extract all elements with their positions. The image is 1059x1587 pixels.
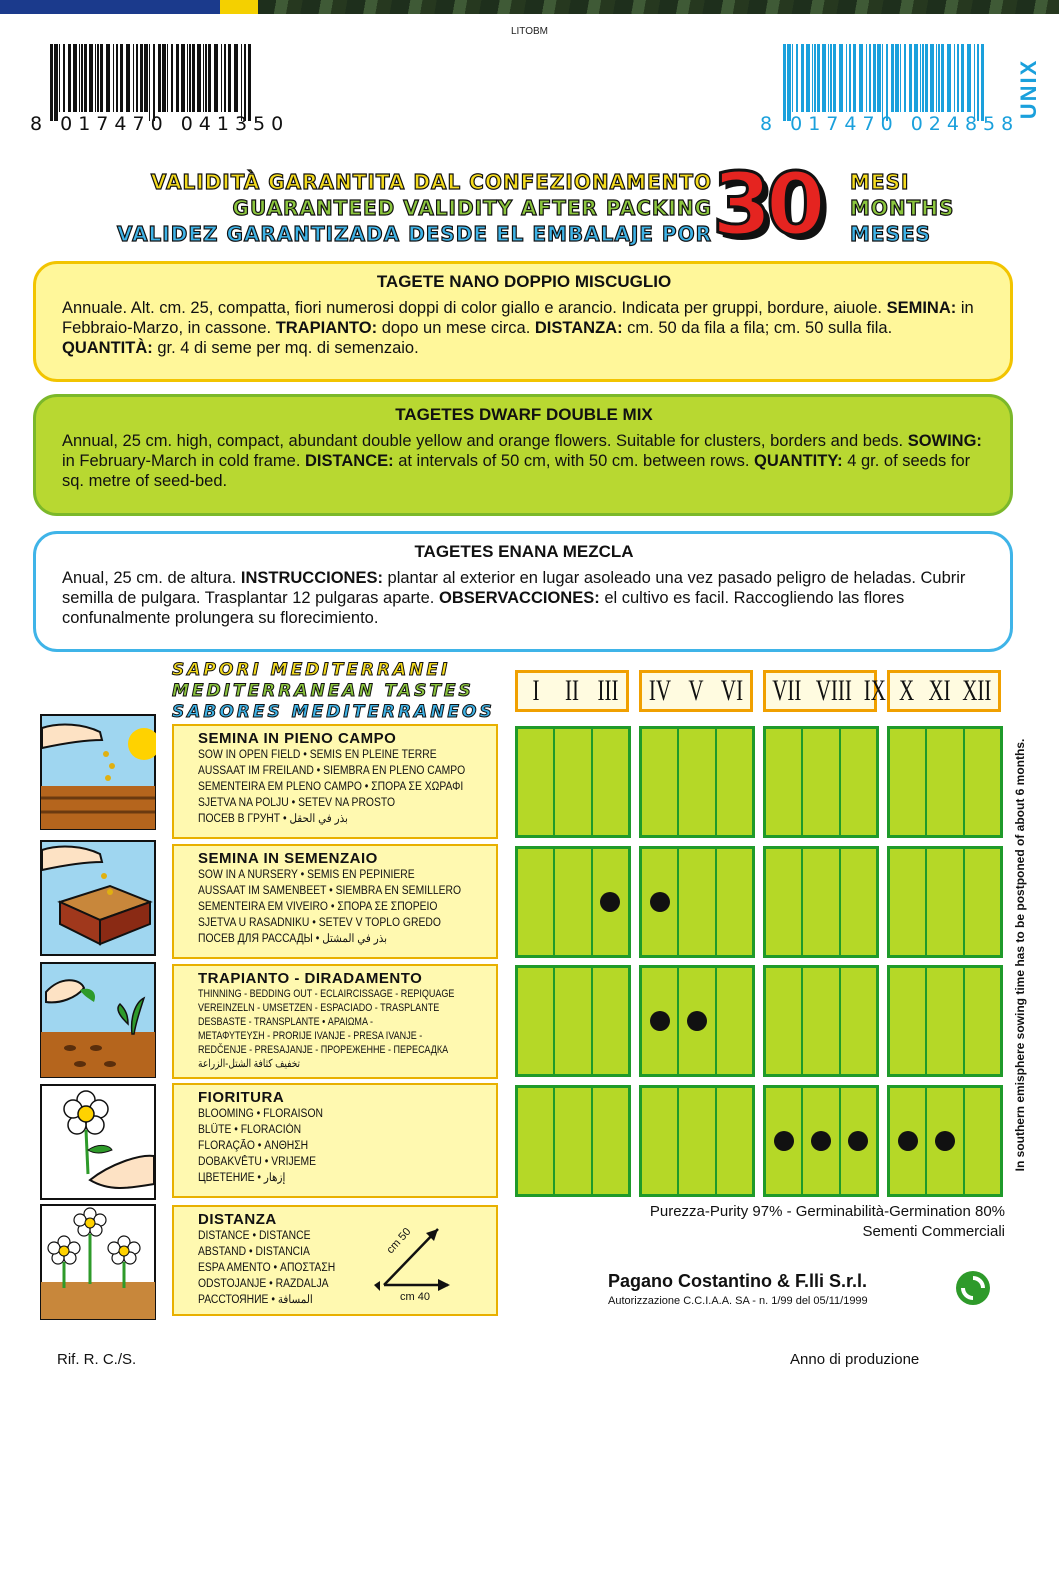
- calendar-quarter: [639, 846, 755, 958]
- distance-row-spacing: cm 50: [384, 1225, 414, 1257]
- row-translation: FLORAÇÃO • ΑΝΘΗΣΗ: [198, 1140, 309, 1152]
- keyword: TRAPIANTO:: [275, 319, 378, 337]
- month-cell-VII: [766, 968, 803, 1074]
- month-cell-VI: [717, 849, 752, 955]
- keyword: SOWING:: [907, 432, 982, 450]
- barcode-bar: [869, 44, 871, 112]
- barcode-bar: [796, 44, 798, 112]
- barcode-bar: [187, 44, 188, 112]
- barcode-bar: [866, 44, 867, 112]
- month-label: IV: [648, 674, 672, 707]
- barcode-bar: [961, 44, 964, 112]
- barcode-bar: [120, 44, 123, 112]
- calendar-quarter: [639, 1085, 755, 1197]
- barcode-bar: [205, 44, 207, 112]
- calendar-quarter: [887, 726, 1003, 838]
- row-translation: SJETVA U RASADNIKU • SETEV V TOPLO GREDO: [198, 917, 441, 929]
- barcode-bar: [63, 44, 65, 112]
- validity-unit-it: MESI: [850, 170, 910, 194]
- barcode-bar: [133, 44, 134, 112]
- month-cell-V: [679, 1088, 716, 1194]
- month-cell-I: [518, 1088, 555, 1194]
- row-label-sow-nursery: [172, 844, 498, 959]
- row-translation: DESBASTE - TRANSPLANTE • ΑΡΑΙΩΜΑ -: [198, 1016, 373, 1028]
- barcode-bar: [140, 44, 143, 112]
- barcode-bar: [930, 44, 934, 112]
- month-label: VIII: [815, 674, 852, 707]
- month-cell-XI: [927, 1088, 964, 1194]
- row-translation: ЦВЕТЕНИЕ • إزهار: [198, 1172, 286, 1184]
- text-run: Annual, 25 cm. high, compact, abundant double yellow and orange flowers. Suitable for clusters, borders and beds.: [62, 432, 908, 450]
- row-translation: تخفيف كثافة الشتل-الزراعة: [198, 1058, 301, 1070]
- month-cell-I: [518, 729, 555, 835]
- month-cell-IV: [642, 968, 679, 1074]
- months-q1: [515, 670, 629, 712]
- month-label: IX: [864, 674, 887, 707]
- activity-dot: [650, 892, 670, 912]
- month-cell-III: [593, 729, 628, 835]
- validity-line-en: GUARANTEED VALIDITY AFTER PACKING: [232, 196, 712, 220]
- keyword: DISTANCE:: [305, 452, 394, 470]
- row-translation: VEREINZELN - UMSETZEN - ESPACIADO - TRASPLANTE: [198, 1002, 440, 1014]
- keyword: QUANTITÀ:: [62, 339, 153, 357]
- row-translation: AUSSAAT IM SAMENBEET • SIEMBRA EN SEMILLERO: [198, 885, 462, 897]
- company-name: Pagano Costantino & F.lli S.r.l.: [608, 1271, 868, 1291]
- barcode-bar: [162, 44, 166, 112]
- production-year-label: Anno di produzione: [790, 1351, 920, 1368]
- barcode-bar: [203, 44, 204, 112]
- barcode-bar: [877, 44, 881, 112]
- text-run: cm. 50 da fila a fila; cm. 50 sulla fila.: [622, 319, 893, 337]
- month-cell-X: [890, 968, 927, 1074]
- barcode-bar: [73, 44, 77, 112]
- barcode-bar: [54, 44, 58, 121]
- foliage-strip: [258, 0, 1059, 14]
- barcode-bar: [79, 44, 80, 112]
- months-q2: [639, 670, 753, 712]
- barcode-bar: [81, 44, 83, 112]
- barcode-bar: [947, 44, 951, 112]
- calendar-quarter: [887, 846, 1003, 958]
- calendar-quarter: [763, 846, 879, 958]
- barcode-bar: [248, 44, 251, 121]
- barcode-bar: [221, 44, 222, 112]
- month-cell-XII: [965, 1088, 1000, 1194]
- month-cell-I: [518, 968, 555, 1074]
- activity-dot: [650, 1011, 670, 1031]
- transplant-seedling-icon: [40, 962, 156, 1078]
- daisies-spacing-icon: [40, 1204, 156, 1320]
- calendar-quarter: [763, 1085, 879, 1197]
- activity-dot: [774, 1131, 794, 1151]
- month-cell-II: [555, 849, 592, 955]
- calendar-quarter: [515, 1085, 631, 1197]
- barcode-bar: [812, 44, 813, 112]
- barcode-bar: [895, 44, 899, 112]
- barcode-bar: [974, 44, 975, 121]
- row-title: SEMINA IN SEMENZAIO: [198, 850, 378, 867]
- month-cell-IX: [841, 968, 876, 1074]
- authorization-text: Autorizzazione C.C.I.A.A. SA - n. 1/99 del 05/11/1999: [608, 1295, 868, 1307]
- commercial-seeds: Sementi Commerciali: [862, 1223, 1005, 1240]
- month-cell-VIII: [803, 968, 840, 1074]
- calendar-quarter: [515, 726, 631, 838]
- reference-code: Rif. R. C./S.: [57, 1351, 137, 1368]
- row-translation: THINNING - BEDDING OUT - ECLAIRCISSAGE - REPIQUAGE: [198, 988, 455, 1000]
- month-cell-XI: [927, 968, 964, 1074]
- spanish-title: TAGETES ENANA MEZCLA: [414, 542, 634, 561]
- month-label: III: [597, 674, 619, 707]
- barcode-bar: [828, 44, 829, 112]
- row-translation: ПОСЕВ В ГРУНТ • بذر في الحقل: [198, 813, 348, 825]
- month-cell-XII: [965, 729, 1000, 835]
- month-label: II: [565, 674, 579, 707]
- barcode-bar: [882, 44, 883, 121]
- month-label: XII: [962, 674, 992, 707]
- calendar-quarter: [515, 965, 631, 1077]
- row-translation: SEMENTEIRA EM VIVEIRO • ΣΠΟΡΑ ΣΕ ΣΠΟΡΕΙΟ: [198, 901, 438, 913]
- calendar-quarter: [887, 1085, 1003, 1197]
- month-cell-VIII: [803, 849, 840, 955]
- barcode-bar: [920, 44, 921, 112]
- barcode-right: [783, 44, 988, 121]
- text-run: plantar al exterior en lugar asoleado una vez pasado peligro de heladas. Cubrir semilla de pulgara. Trasplantar 12 pulgaras aparte.: [62, 569, 966, 607]
- barcode-bar: [830, 44, 832, 112]
- barcode-bar: [158, 44, 161, 112]
- barcode-bar: [192, 44, 195, 112]
- row-label-blooming: [172, 1083, 498, 1198]
- month-cell-II: [555, 1088, 592, 1194]
- barcode-bar: [936, 44, 937, 112]
- text-run: gr. 4 di seme per mq. di semenzaio.: [152, 339, 419, 357]
- month-cell-III: [593, 1088, 628, 1194]
- barcode-bar: [886, 44, 888, 121]
- barcode-bar: [954, 44, 955, 112]
- brand-logo: [1014, 44, 1042, 134]
- month-cell-XI: [927, 849, 964, 955]
- barcode-bar: [224, 44, 226, 112]
- month-cell-II: [555, 968, 592, 1074]
- month-cell-IX: [841, 849, 876, 955]
- month-cell-X: [890, 729, 927, 835]
- flag-blue-band: [0, 0, 220, 14]
- month-label: V: [688, 674, 704, 707]
- text-run: in February-March in cold frame.: [62, 452, 305, 470]
- row-translation: AUSSAAT IM FREILAND • SIEMBRA EN PLENO CAMPO: [198, 765, 466, 777]
- top-photo-strip: [0, 0, 1059, 14]
- row-title: SEMINA IN PIENO CAMPO: [198, 730, 397, 747]
- barcode-bar: [144, 44, 148, 112]
- barcode-left-number: 8 017470 041350: [30, 113, 290, 135]
- barcode-bar: [792, 44, 793, 112]
- row-translation: ODSTOJANJE • RAZDALJA: [198, 1278, 329, 1290]
- barcode-bar: [68, 44, 71, 112]
- barcode-bar: [977, 44, 979, 121]
- barcode-bar: [873, 44, 876, 112]
- barcode-bar: [833, 44, 836, 112]
- barcode-bar: [925, 44, 928, 112]
- barcode-bar: [100, 44, 103, 112]
- activity-dot: [811, 1131, 831, 1151]
- row-translation: SOW IN OPEN FIELD • SEMIS EN PLEINE TERRE: [198, 749, 437, 761]
- calendar-quarter: [639, 965, 755, 1077]
- barcode-left: [50, 44, 255, 121]
- italian-title: TAGETE NANO DOPPIO MISCUGLIO: [376, 272, 672, 291]
- month-cell-I: [518, 849, 555, 955]
- calendar-quarter: [639, 726, 755, 838]
- month-cell-IX: [841, 729, 876, 835]
- barcode-bar: [822, 44, 826, 112]
- southern-hemisphere-note: [1005, 720, 1035, 1190]
- month-label: XI: [928, 674, 951, 707]
- row-label-sow-open-field: [172, 724, 498, 839]
- text-run: 4 gr. of seeds for sq. metre of seed-bed.: [62, 452, 971, 490]
- text-run: at intervals of 50 cm, with 50 cm. between rows.: [393, 452, 755, 470]
- month-cell-VI: [717, 729, 752, 835]
- spanish-text: [62, 568, 986, 628]
- barcode-bar: [228, 44, 231, 112]
- activity-dot: [687, 1011, 707, 1031]
- barcode-bar: [234, 44, 238, 112]
- barcode-right-number: 8 017470 024858: [760, 113, 1020, 135]
- month-cell-V: [679, 729, 716, 835]
- barcode-bar: [59, 44, 60, 112]
- activity-dot: [898, 1131, 918, 1151]
- barcode-bar: [839, 44, 843, 112]
- text-run: dopo un mese circa.: [377, 319, 535, 337]
- row-label-transplant: [172, 964, 498, 1079]
- month-cell-X: [890, 1088, 927, 1194]
- month-cell-VIII: [803, 729, 840, 835]
- keyword: OBSERVACCIONES:: [438, 589, 600, 607]
- row-title: FIORITURA: [198, 1089, 285, 1106]
- barcode-bar: [801, 44, 804, 112]
- barcode-bar: [171, 44, 173, 112]
- barcode-bar: [241, 44, 242, 121]
- barcode-bar: [176, 44, 179, 112]
- month-label: I: [532, 674, 540, 707]
- barcode-bar: [849, 44, 851, 112]
- barcode-bar: [244, 44, 246, 121]
- barcode-bar: [981, 44, 984, 121]
- brand-text: UNIX: [1016, 58, 1041, 120]
- calendar-quarter: [515, 846, 631, 958]
- month-cell-IV: [642, 849, 679, 955]
- text-run: in Febbraio-Marzo, in cassone.: [62, 299, 974, 337]
- barcode-bar: [891, 44, 894, 112]
- barcode-bar: [97, 44, 99, 112]
- barcode-bar: [859, 44, 863, 112]
- month-cell-X: [890, 849, 927, 955]
- row-title: TRAPIANTO - DIRADAMENTO: [198, 970, 423, 987]
- activity-dot: [848, 1131, 868, 1151]
- italian-text: [62, 298, 986, 358]
- validity-unit-en: MONTHS: [850, 196, 955, 220]
- barcode-bar: [914, 44, 918, 112]
- barcode-bar: [957, 44, 959, 112]
- activity-dot: [935, 1131, 955, 1151]
- barcode-bar: [938, 44, 940, 112]
- barcode-bar: [136, 44, 138, 112]
- barcode-bar: [106, 44, 110, 112]
- calendar-quarter: [887, 965, 1003, 1077]
- row-title: DISTANZA: [198, 1211, 277, 1228]
- flag-yellow-band: [220, 0, 258, 14]
- month-cell-III: [593, 849, 628, 955]
- validity-line-it: VALIDITÀ GARANTITA DAL CONFEZIONAMENTO: [150, 170, 712, 194]
- english-title: TAGETES DWARF DOUBLE MIX: [395, 405, 653, 424]
- barcode-bar: [817, 44, 820, 112]
- barcode-bar: [922, 44, 924, 112]
- barcode-bar: [189, 44, 191, 112]
- month-cell-V: [679, 849, 716, 955]
- row-translation: SJETVA NA POLJU • SETEV NA PROSTO: [198, 797, 396, 809]
- month-cell-VII: [766, 729, 803, 835]
- barcode-bar: [900, 44, 901, 112]
- barcode-bar: [853, 44, 856, 112]
- flower-hand-icon: [40, 1084, 156, 1200]
- month-cell-II: [555, 729, 592, 835]
- barcode-bar: [787, 44, 791, 121]
- barcode-bar: [214, 44, 218, 112]
- month-cell-XII: [965, 849, 1000, 955]
- months-q4: [887, 670, 1001, 712]
- italian-description-box: [33, 261, 1013, 382]
- activity-dot: [600, 892, 620, 912]
- row-translation: РАССТОЯНИЕ • المسافة: [198, 1294, 313, 1306]
- barcode-bar: [197, 44, 201, 112]
- english-text: [62, 431, 986, 491]
- row-translation: DISTANCE • DISTANCE: [198, 1230, 311, 1242]
- barcode-bar: [116, 44, 118, 112]
- validity-months-number: 30: [712, 155, 820, 255]
- month-cell-VI: [717, 1088, 752, 1194]
- calendar-quarter: [763, 726, 879, 838]
- month-cell-VI: [717, 968, 752, 1074]
- month-label: VI: [720, 674, 744, 707]
- keyword: INSTRUCCIONES:: [240, 569, 383, 587]
- month-cell-VII: [766, 1088, 803, 1194]
- nursery-tray-icon: [40, 840, 156, 956]
- barcode-bar: [149, 44, 150, 121]
- row-translation: ABSTAND • DISTANCIA: [198, 1246, 310, 1258]
- row-translation: ESPA AMENTO • ΑΠΟΣΤΑΣΗ: [198, 1262, 336, 1274]
- month-cell-IX: [841, 1088, 876, 1194]
- months-q3: [763, 670, 887, 712]
- hand-sowing-field-icon: [40, 714, 156, 830]
- barcode-bar: [167, 44, 168, 112]
- heading-sabores: SABORES MEDITERRANEOS: [172, 702, 495, 722]
- barcode-bar: [941, 44, 944, 112]
- printer-mark: LITOBM: [510, 26, 549, 37]
- spanish-description-box: [33, 531, 1013, 652]
- barcode-bar: [113, 44, 114, 112]
- barcode-bar: [126, 44, 130, 112]
- purity-germination: Purezza-Purity 97% - Germinabilità-Germination 80%: [649, 1203, 1005, 1220]
- row-translation: BLOOMING • FLORAISON: [198, 1108, 323, 1120]
- validity-line-es: VALIDEZ GARANTIZADA DESDE EL EMBALAJE POR: [116, 222, 712, 246]
- row-translation: SEMENTEIRA EM PLENO CAMPO • ΣΠΟΡΑ ΣΕ ΧΩΡΑΦΙ: [198, 781, 464, 793]
- row-translation: REDČENJE - PRESAJANJE - ПРОРЕЖЕННЕ - ПЕРЕСАДКА: [198, 1044, 449, 1056]
- keyword: SEMINA:: [886, 299, 957, 317]
- southern-note-text: In southern emisphere sowing time has to be postponed of about 6 months.: [1013, 738, 1027, 1172]
- month-cell-VIII: [803, 1088, 840, 1194]
- month-cell-IV: [642, 729, 679, 835]
- barcode-bar: [814, 44, 816, 112]
- row-translation: DOBAKVĚTU • VRIJEME: [198, 1156, 317, 1168]
- month-cell-VII: [766, 849, 803, 955]
- text-run: Annuale. Alt. cm. 25, compatta, fiori numerosi doppi di color giallo e arancio. Indicata per gruppi, bordure, aiuole.: [62, 299, 887, 317]
- month-label: X: [899, 674, 915, 707]
- green-dot-recycling-icon: [955, 1270, 991, 1306]
- barcode-bar: [95, 44, 96, 112]
- row-label-distance: [172, 1205, 498, 1316]
- barcode-bar: [909, 44, 912, 112]
- month-cell-V: [679, 968, 716, 1074]
- text-run: el cultivo es facil. Raccogliendo las flores confunalmente prolungera su florecimiento.: [62, 589, 905, 627]
- heading-sapori: SAPORI MEDITERRANEI: [172, 660, 451, 680]
- month-cell-XII: [965, 968, 1000, 1074]
- row-translation: SOW IN A NURSERY • SEMIS EN PEPINIERE: [198, 869, 415, 881]
- barcode-bar: [84, 44, 87, 112]
- month-cell-IV: [642, 1088, 679, 1194]
- keyword: DISTANZA:: [534, 319, 623, 337]
- barcode-bar: [806, 44, 810, 112]
- barcode-bar: [153, 44, 155, 121]
- month-cell-XI: [927, 729, 964, 835]
- barcode-bar: [904, 44, 906, 112]
- barcode-bar: [181, 44, 185, 112]
- row-translation: BLÜTE • FLORACIÓN: [198, 1124, 302, 1136]
- month-label: VII: [772, 674, 802, 707]
- barcode-bar: [208, 44, 211, 112]
- english-description-box: [33, 394, 1013, 516]
- barcode-bar: [89, 44, 93, 112]
- barcode-bar: [967, 44, 971, 112]
- text-run: Anual, 25 cm. de altura.: [62, 569, 241, 587]
- keyword: QUANTITY:: [754, 452, 843, 470]
- barcode-bar: [846, 44, 847, 112]
- row-translation: ΜΕΤΑΦΥΤΕΥΣΗ - PRORIJE IVANJE - PRESA IVANJE -: [198, 1030, 423, 1042]
- month-cell-III: [593, 968, 628, 1074]
- validity-unit-es: MESES: [850, 222, 932, 246]
- calendar-quarter: [763, 965, 879, 1077]
- barcode-bar: [783, 44, 786, 121]
- heading-mediterranean: MEDITERRANEAN TASTES: [172, 681, 474, 701]
- row-translation: ПОСЕВ ДЛЯ РАССАДЫ • بذر في المشتل: [198, 933, 388, 945]
- distance-plant-spacing: cm 40: [400, 1291, 430, 1303]
- barcode-bar: [50, 44, 53, 121]
